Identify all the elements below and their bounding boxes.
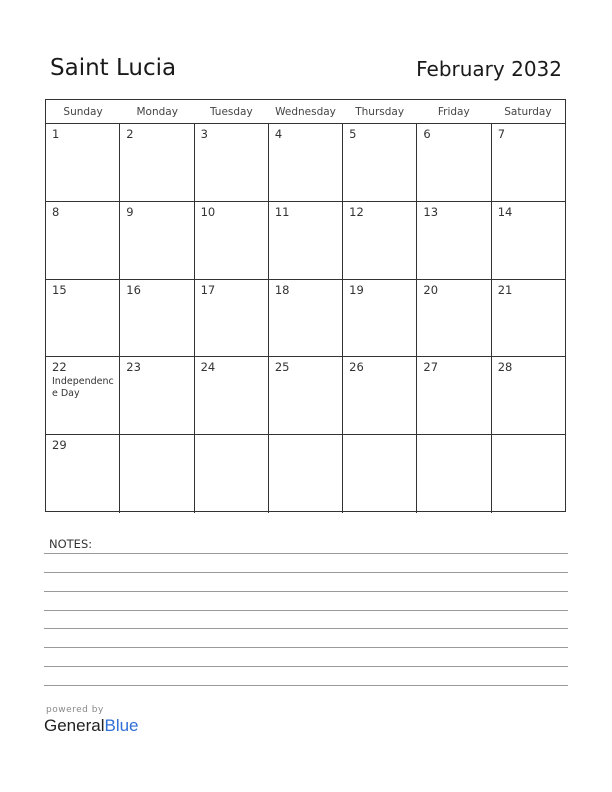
country-title: Saint Lucia: [50, 55, 177, 81]
note-line: [44, 685, 568, 686]
week-row: [46, 124, 565, 202]
day-number: 19: [349, 282, 364, 297]
day-number: 8: [52, 204, 60, 219]
month-title: February 2032: [416, 57, 562, 81]
day-number: 6: [423, 127, 431, 141]
day-cell: [269, 435, 343, 513]
day-cell: [417, 357, 491, 434]
weekday-monday: Monday: [136, 106, 178, 118]
day-cell: [269, 280, 343, 357]
day-cell: [46, 124, 120, 201]
day-cell: [417, 124, 491, 201]
notes-label: NOTES:: [49, 537, 93, 551]
day-number: 21: [497, 282, 513, 297]
day-cell: [120, 124, 194, 201]
weekday-saturday: Saturday: [504, 106, 552, 118]
day-cell: [343, 435, 417, 513]
week-row: [46, 435, 565, 513]
day-cell: [195, 280, 269, 357]
note-line: [44, 666, 568, 667]
day-number: 3: [200, 127, 208, 141]
day-cell: [269, 124, 343, 201]
day-cell: [343, 124, 417, 201]
day-number: 18: [274, 282, 290, 297]
weekday-tuesday: Tuesday: [209, 106, 253, 118]
note-line: [44, 591, 568, 592]
brand-logo: [44, 716, 139, 736]
day-number: 14: [497, 204, 513, 219]
note-line: [44, 610, 568, 611]
day-cell: [120, 280, 194, 357]
day-number: 7: [497, 127, 506, 141]
day-cell: [343, 202, 417, 279]
day-number: 9: [126, 204, 134, 219]
day-cell: [417, 435, 491, 513]
day-number: 22: [52, 360, 67, 375]
weekday-sunday: Sunday: [63, 106, 103, 118]
day-number: 17: [200, 282, 216, 297]
day-cell: [492, 280, 565, 357]
day-cell: [120, 202, 194, 279]
day-number: 23: [126, 360, 141, 375]
week-row: [46, 202, 565, 280]
week-row: [46, 357, 565, 435]
day-number: 1: [52, 127, 60, 141]
note-line: [44, 647, 568, 648]
day-cell: [46, 202, 120, 279]
day-cell: [492, 202, 565, 279]
day-cell: [195, 202, 269, 279]
weeks-container: [46, 124, 565, 513]
day-number: 16: [126, 282, 141, 297]
day-number: 15: [52, 282, 67, 297]
day-number: 29: [52, 438, 67, 453]
day-number: 5: [349, 127, 357, 141]
weekday-header: [46, 100, 565, 124]
day-number: 12: [349, 204, 364, 219]
day-cell: [492, 357, 565, 434]
day-cell: [195, 435, 269, 513]
day-cell: [417, 202, 491, 279]
day-cell: [492, 435, 565, 513]
day-number: 11: [274, 204, 290, 219]
day-number: 24: [200, 360, 216, 375]
day-cell: [195, 124, 269, 201]
day-number: 10: [200, 204, 216, 219]
holiday-label: Independence Day: [52, 376, 114, 400]
week-row: [46, 280, 565, 358]
day-cell: [269, 357, 343, 434]
day-cell: [120, 357, 194, 434]
day-number: 13: [423, 204, 439, 219]
brand-name-part1: General: [44, 716, 105, 735]
day-cell: [46, 280, 120, 357]
weekday-thursday: Thursday: [355, 106, 405, 118]
day-cell: [195, 357, 269, 434]
note-line: [44, 628, 568, 629]
day-number: 26: [349, 360, 364, 375]
note-line: [44, 572, 568, 573]
day-cell: [343, 280, 417, 357]
day-number: 25: [274, 360, 290, 375]
day-number: 20: [423, 282, 439, 297]
day-cell: [492, 124, 565, 201]
powered-by-text: powered by: [46, 705, 104, 715]
day-cell: [46, 357, 120, 434]
day-number: 28: [497, 360, 513, 375]
note-line: [44, 553, 568, 554]
day-cell: [343, 357, 417, 434]
day-cell: [417, 280, 491, 357]
brand-name-part2: Blue: [104, 716, 139, 735]
day-number: 2: [126, 127, 134, 141]
weekday-wednesday: Wednesday: [275, 106, 336, 118]
day-number: 4: [274, 127, 283, 141]
day-cell: [120, 435, 194, 513]
day-cell: [269, 202, 343, 279]
day-number: 27: [423, 360, 439, 375]
day-cell: [46, 435, 120, 513]
calendar-grid: [45, 99, 566, 512]
weekday-friday: Friday: [437, 106, 470, 118]
